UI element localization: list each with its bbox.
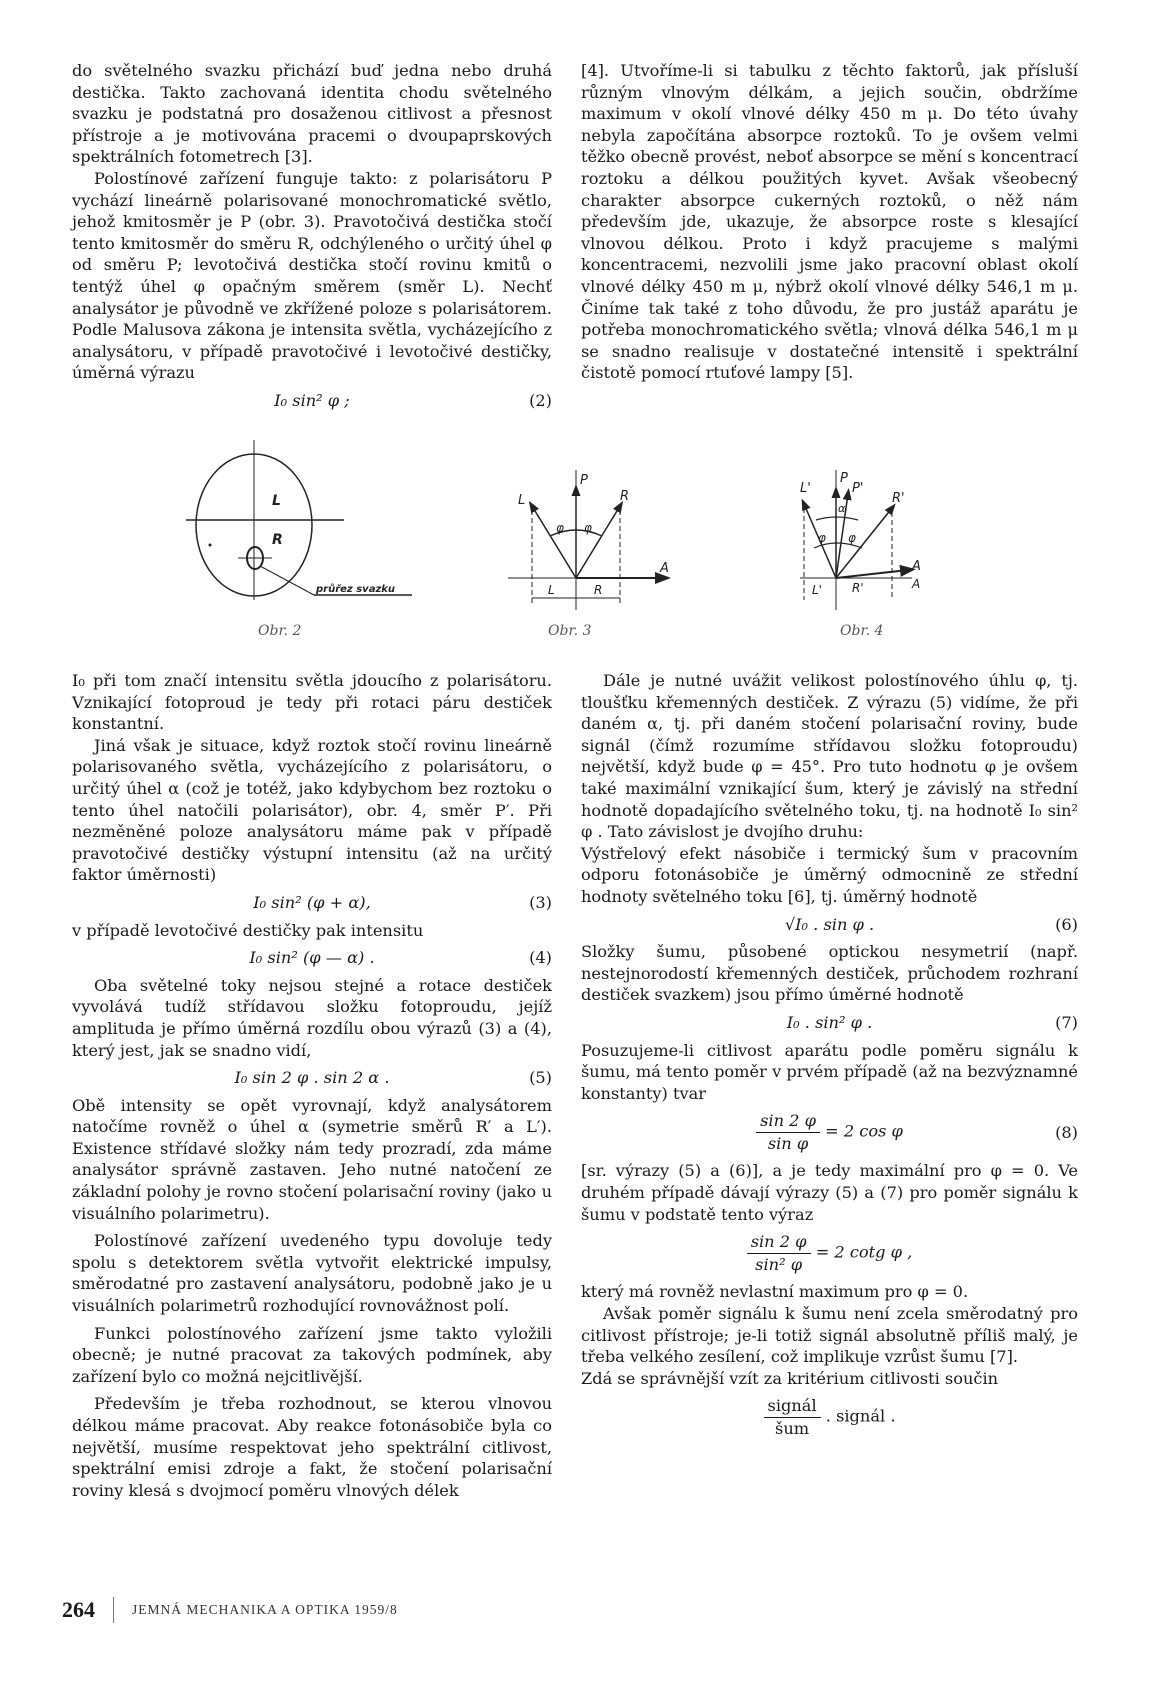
figure-2-caption: Obr. 2 — [258, 623, 302, 639]
equation-body: I₀ sin² φ ; — [274, 390, 350, 410]
fig3-label-R: R — [620, 489, 630, 504]
paragraph: [4]. Utvoříme-li si tabulku z těchto faktorů, jak přísluší různým vlnovým délkám, a jejich součin, obdržíme maximum v okolí vlnové délky 450 m μ. Do této úvahy nebyla započítána absorpce roztoků. To je ovšem velmi těžko obecně provést, neboť absorpce se mění s koncentrací roztoku a délkou použitých kyvet. Avšak všeobecný charakter absorpce cukerných roztoků, o něž nám především jde, ukazuje, že absorpce roste s klesající vlnovou délkou. Proto i když pracujeme s malými koncentracemi, nezvolili jsme jako pracovní oblast okolí vlnové délky 450 m μ, nýbrž okolí vlnové délky 546,1 m μ. Činíme tak také z toho důvodu, že pro justáž aparátu je potřeba monochromatického světla; vlnová délka 546,1 m μ se snadno realisuje v dostatečné intensitě i spektrální čistotě pomocí rtuťové lampy [5]. — [581, 61, 1078, 383]
equation-number: (3) — [529, 892, 552, 912]
fig4-label-R-prime-bottom: R' — [852, 581, 864, 595]
paragraph: Avšak poměr signálu k šumu není zcela směrodatný pro citlivost přístroje; je-li totiž signál absolutně příliš malý, je třeba velkého zesílení, což implikuje vzrůst šumu [7]. — [581, 1304, 1078, 1367]
fig4-label-R-prime: R' — [892, 491, 905, 506]
paragraph: do světelného svazku přichází buď jedna nebo druhá destička. Takto zachovaná identita chodu světelného svazku je podstatná pro dosaženou citlivost a přesnost přístroje a je motivována pracemi o dvoupaprskových spektrálních fotometrech [3]. — [72, 61, 552, 167]
equation-rhs: . signál . — [825, 1407, 896, 1426]
fig3-label-phi-left: φ — [556, 521, 564, 535]
fraction-denominator: šum — [775, 1419, 810, 1438]
fig2-label-L: L — [272, 493, 281, 509]
fraction-denominator: sin² φ — [755, 1254, 803, 1274]
right-column-bottom — [581, 670, 1078, 1446]
fig3-label-L-bottom: L — [548, 583, 555, 597]
equation-4 — [72, 947, 552, 969]
equation-body: I₀ sin² (φ — α) . — [249, 948, 375, 968]
fraction-numerator: sin 2 φ — [756, 1110, 820, 1133]
paragraph: Především je třeba rozhodnout, se kterou vlnovou délkou máme pracovat. Aby reakce fotonásobiče byla co největší, musíme respektovat jeho spektrální citlivost, spektrální emisi zdroje a fakt, že stočení polarisační roviny klesá s dvojmocí poměru vlnových délek — [72, 1394, 552, 1500]
figure-4-caption: Obr. 4 — [840, 623, 884, 639]
fig3-label-R-bottom: R — [594, 583, 603, 597]
equation-number: (2) — [529, 390, 552, 410]
footer-divider — [113, 1597, 114, 1623]
equation-body: I₀ . sin² φ . — [786, 1012, 873, 1032]
journal-title: JEMNÁ MECHANIKA A OPTIKA 1959/8 — [132, 1602, 398, 1617]
equation-2 — [72, 390, 552, 412]
left-column-top — [72, 60, 552, 418]
fig4-label-P-prime: P' — [852, 481, 864, 496]
paragraph: Složky šumu, působené optickou nesymetrií (např. nestejnorodostí křemenných destiček, průchodem rozhraní destiček svazkem) jsou přímo úměrné hodnotě — [581, 942, 1078, 1005]
fraction — [764, 1395, 821, 1439]
fig3-label-L: L — [518, 493, 526, 508]
paragraph: Oba světelné toky nejsou stejné a rotace destiček vyvolává tudíž střídavou složku fotoproudu, jejíž amplituda je přímo úměrná rozdílu obou výrazů (3) a (4), který jest, jak se snadno vidí, — [72, 975, 552, 1060]
paragraph: I₀ při tom značí intensitu světla jdoucího z polarisátoru. Vznikající fotoproud je tedy při rotaci páru destiček konstantní. — [72, 671, 552, 734]
fraction — [747, 1231, 811, 1275]
page-number: 264 — [62, 1597, 95, 1622]
figure-2-diagram — [180, 440, 420, 600]
equation-body: I₀ sin 2 φ . sin 2 α . — [234, 1068, 390, 1088]
fig4-label-A-rotated: A — [912, 577, 921, 591]
fig2-label-R: R — [272, 532, 283, 548]
figures-row — [0, 440, 1157, 640]
left-column-bottom — [72, 670, 552, 1501]
paragraph: který má rovněž nevlastní maximum pro φ = 0. — [581, 1282, 969, 1302]
figure-4-diagram — [800, 470, 950, 620]
paragraph: Posuzujeme-li citlivost aparátu podle poměru signálu k šumu, má tento poměr v prvém případě (až na bezvýznamné konstanty) tvar — [581, 1040, 1078, 1103]
equation-number: (8) — [1055, 1123, 1078, 1143]
fig3-label-A: A — [660, 561, 669, 576]
equation-7 — [581, 1012, 1078, 1034]
figure-3-caption: Obr. 3 — [548, 623, 592, 639]
equation-body: √I₀ . sin φ . — [784, 914, 875, 934]
equation-8 — [581, 1110, 1078, 1154]
fig4-label-alpha: α — [838, 502, 846, 515]
equation-5 — [72, 1067, 552, 1089]
paragraph: Zdá se správnější vzít za kritérium citlivosti součin — [581, 1368, 999, 1388]
fig4-label-phi-left: φ — [818, 531, 826, 545]
paragraph: Polostínové zařízení funguje takto: z polarisátoru P vychází lineárně polarisované monochromatické světlo, jehož kmitosměr je P (obr. 3). Pravotočivá destička stočí tento kmitosměr do směru R, odchýleného o určitý úhel φ od směru P; levotočivá destička stočí rovinu kmitů o tentýž úhel φ opačným směrem (směr L). Nechť analysátor je původně ve zkřížené poloze s polarisátorem. Podle Malusova zákona je intensita světla, vycházejícího z analysátoru, v případě pravotočivé i levotočivé destičky, úměrná výrazu — [72, 168, 552, 383]
equation-3 — [72, 892, 552, 914]
paragraph: Polostínové zařízení uvedeného typu dovoluje tedy spolu s detektorem světla vytvořit elektrické impulsy, směrodatné pro zastavení analysátoru, podobně jako je u visuálních polarimetrů rozhodující rovnovážnost polí. — [72, 1231, 552, 1316]
equation-10 — [581, 1395, 1078, 1439]
paragraph: Výstřelový efekt násobiče i termický šum v pracovním odporu fotonásobiče je úměrný odmocnině ze střední hodnoty světelného toku [6], tj. úměrný hodnotě — [581, 843, 1078, 906]
equation-rhs: = 2 cotg φ , — [815, 1242, 913, 1262]
equation-6 — [581, 914, 1078, 936]
paragraph: v případě levotočivé destičky pak intensitu — [72, 920, 424, 940]
equation-number: (5) — [529, 1068, 552, 1088]
paragraph: [sr. výrazy (5) a (6)], a je tedy maximální pro φ = 0. Ve druhém případě dávají výrazy (5) a (7) pro poměr signálu k šumu v podstatě tento výraz — [581, 1161, 1078, 1224]
paragraph: Jiná však je situace, když roztok stočí rovinu lineárně polarisovaného světla, vycházejícího z polarisátoru, o určitý úhel α (což je totéž, jako kdybychom bez roztoku o tento úhel natočili polarisátor), obr. 4, směr P′. Při nezměněné poloze analysátoru máme pak v případě pravotočivé destičky výstupní intensitu (až na určitý faktor úměrnosti) — [72, 735, 552, 885]
figure-3-diagram — [508, 470, 678, 610]
paragraph: Obě intensity se opět vyrovnají, když analysátorem natočíme rovněž o úhel α (symetrie směrů R′ a L′). Existence střídavé složky nám tedy prozradí, zda máme analysátor správně zastaven. Jeho nutné natočení ze základní polohy je rovno stočení polarisační roviny (jako u visuálního polarimetru). — [72, 1095, 552, 1223]
equation-number: (4) — [529, 948, 552, 968]
fig3-label-P: P — [580, 473, 588, 488]
fig4-label-L-prime: L' — [800, 481, 811, 496]
equation-rhs: = 2 cos φ — [825, 1121, 903, 1141]
fraction — [756, 1110, 820, 1154]
fraction-numerator: signál — [764, 1395, 821, 1418]
equation-9 — [581, 1231, 1078, 1275]
paragraph: Dále je nutné uvážit velikost polostínového úhlu φ, tj. tloušťku křemenných destiček. Z výrazu (5) vidíme, že při daném α, tj. při daném stočení polarisační roviny, bude signál (čímž rozumíme střídavou složku fotoproudu) největší, když bude φ = 45°. Pro tuto hodnotu φ je ovšem také maximální vznikající šum, který je závislý na střední hodnotě dopadajícího světelného toku, tj. na hodnotě I₀ sin² φ . Tato závislost je dvojího druhu: — [581, 671, 1078, 842]
page-footer — [62, 1597, 398, 1623]
equation-number: (6) — [1055, 914, 1078, 934]
right-column-top — [581, 60, 1078, 384]
fraction-denominator: sin φ — [767, 1133, 809, 1153]
fraction-numerator: sin 2 φ — [747, 1231, 811, 1254]
equation-body: I₀ sin² (φ + α), — [253, 892, 371, 912]
fig3-label-phi-right: φ — [584, 521, 592, 535]
equation-number: (7) — [1055, 1012, 1078, 1032]
fig2-annotation: průřez svazku — [316, 584, 396, 595]
paragraph: Funkci polostínového zařízení jsme takto vyložili obecně; je nutné pracovat za takových podmínek, aby zařízení bylo co možná nejcitlivější. — [72, 1323, 552, 1386]
fig4-label-P: P — [840, 471, 848, 486]
fig4-label-L-prime-bottom: L' — [812, 583, 822, 597]
fig4-label-A: A — [912, 559, 921, 574]
fig4-label-phi-right: φ — [848, 531, 856, 545]
